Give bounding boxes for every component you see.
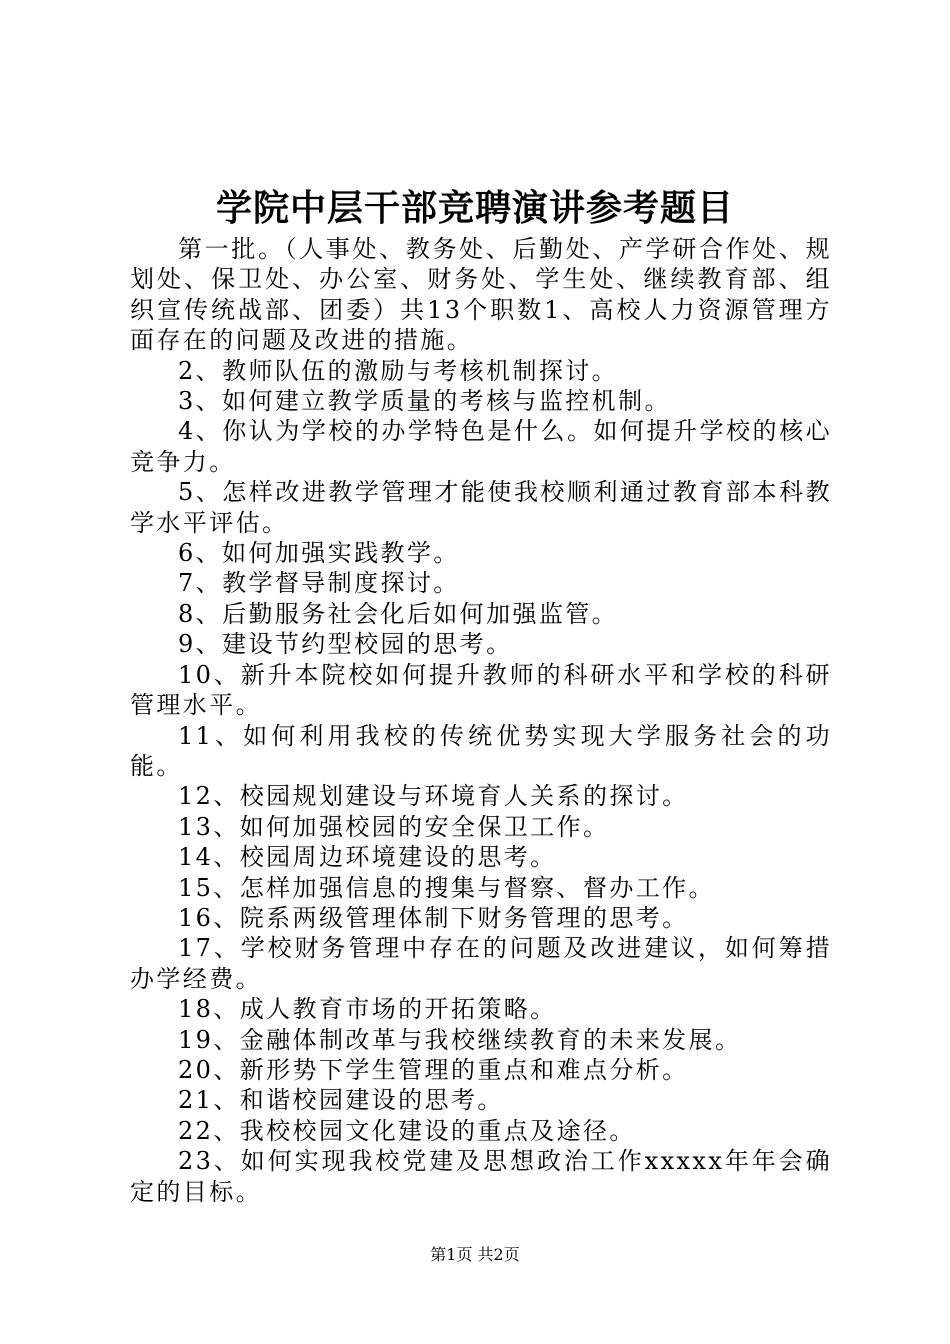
- paragraph: 23、如何实现我校党建及思想政治工作xxxxx年年会确定的目标。: [130, 1147, 832, 1206]
- paragraph: 12、校园规划建设与环境育人关系的探讨。: [178, 782, 689, 811]
- page-footer: 第1页 共2页: [430, 1245, 520, 1264]
- paragraph: 6、如何加强实践教学。: [178, 539, 460, 568]
- paragraph: 17、学校财务管理中存在的问题及改进建议，如何筹措办学经费。: [130, 934, 832, 993]
- paragraph: 5、怎样改进教学管理才能使我校顺利通过教育部本科教学水平评估。: [130, 478, 832, 537]
- paragraph: 第一批。（人事处、教务处、后勤处、产学研合作处、规划处、保卫处、办公室、财务处、学生处、继续教育部、组织宣传统战部、团委）共13个职数1、高校人力资源管理方面存在的问题及改进的措施。: [130, 235, 832, 355]
- paragraph: 2、教师队伍的激励与考核机制探讨。: [178, 356, 619, 385]
- paragraph: 15、怎样加强信息的搜集与督察、督办工作。: [178, 873, 715, 902]
- paragraph: 11、如何利用我校的传统优势实现大学服务社会的功能。: [130, 721, 832, 780]
- paragraph: 14、校园周边环境建设的思考。: [178, 843, 557, 872]
- paragraph: 9、建设节约型校园的思考。: [178, 630, 513, 659]
- paragraph: 3、如何建立教学质量的考核与监控机制。: [178, 387, 671, 416]
- paragraph: 16、院系两级管理体制下财务管理的思考。: [178, 903, 689, 932]
- paragraph: 7、教学督导制度探讨。: [178, 569, 460, 598]
- paragraph: 19、金融体制改革与我校继续教育的未来发展。: [178, 1025, 742, 1054]
- paragraph: 20、新形势下学生管理的重点和难点分析。: [178, 1055, 689, 1084]
- paragraph: 13、如何加强校园的安全保卫工作。: [178, 812, 610, 841]
- paragraph: 4、你认为学校的办学特色是什么。如何提升学校的核心竞争力。: [130, 417, 832, 476]
- paragraph: 8、后勤服务社会化后如何加强监管。: [178, 599, 619, 628]
- document-title: 学院中层干部竞聘演讲参考题目: [215, 187, 734, 229]
- paragraph: 10、新升本院校如何提升教师的科研水平和学校的科研管理水平。: [130, 660, 832, 720]
- paragraph: 22、我校校园文化建设的重点及途径。: [178, 1116, 636, 1145]
- document-body: [130, 234, 832, 1207]
- paragraph: 21、和谐校园建设的思考。: [178, 1086, 504, 1115]
- paragraph: 18、成人教育市场的开拓策略。: [178, 995, 557, 1024]
